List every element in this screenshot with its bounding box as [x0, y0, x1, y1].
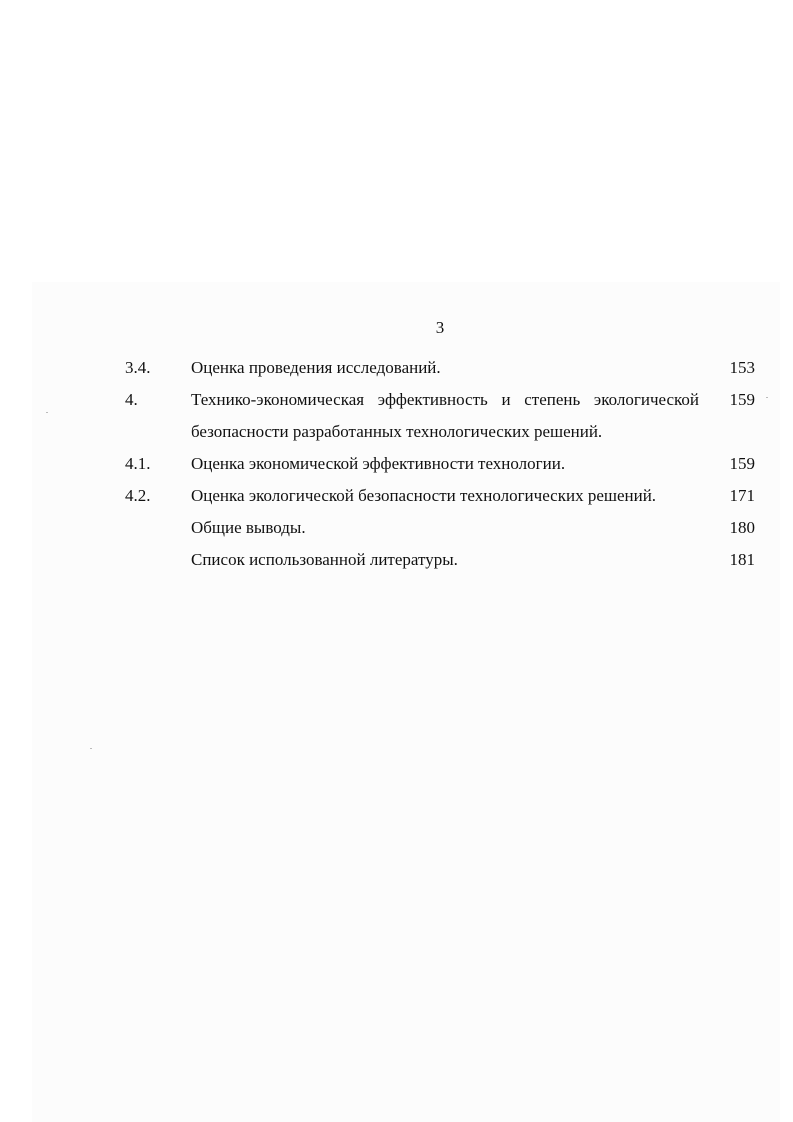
toc-entry-page: 181 — [729, 550, 755, 569]
toc-entry-title: Список использованной литературы. — [191, 550, 458, 569]
toc-entry-number: 3.4. — [125, 358, 151, 377]
toc-entry — [125, 512, 755, 544]
toc-entry-page: 159 — [729, 390, 755, 409]
toc-entry-title: Технико-экономическая эффективность и степень экологической безопасности разработанных технологических решений. — [191, 390, 699, 441]
toc-entry — [125, 384, 755, 448]
toc-entry-title: Оценка экологической безопасности технологических решений. — [191, 486, 657, 505]
toc-entry — [125, 480, 755, 512]
scan-speck — [46, 412, 48, 413]
toc-entry-page: 171 — [729, 486, 755, 505]
toc-entry-number: 4.1. — [125, 454, 151, 473]
toc-entry-page: 180 — [729, 518, 755, 537]
toc-entry-title: Общие выводы. — [191, 518, 306, 537]
toc-entry — [125, 352, 755, 384]
toc-entry-number: 4.2. — [125, 486, 151, 505]
toc-entry — [125, 544, 755, 576]
page-number: 3 — [435, 318, 445, 337]
toc-entry-page: 159 — [729, 454, 755, 473]
toc-entry-page: 153 — [729, 358, 755, 377]
table-of-contents — [125, 352, 755, 576]
toc-entry-number: 4. — [125, 390, 138, 409]
toc-entry-title: Оценка экономической эффективности технологии. — [191, 454, 566, 473]
scan-speck — [766, 397, 768, 398]
scan-speck — [90, 748, 92, 749]
toc-entry — [125, 448, 755, 480]
toc-entry-title: Оценка проведения исследований. — [191, 358, 441, 377]
